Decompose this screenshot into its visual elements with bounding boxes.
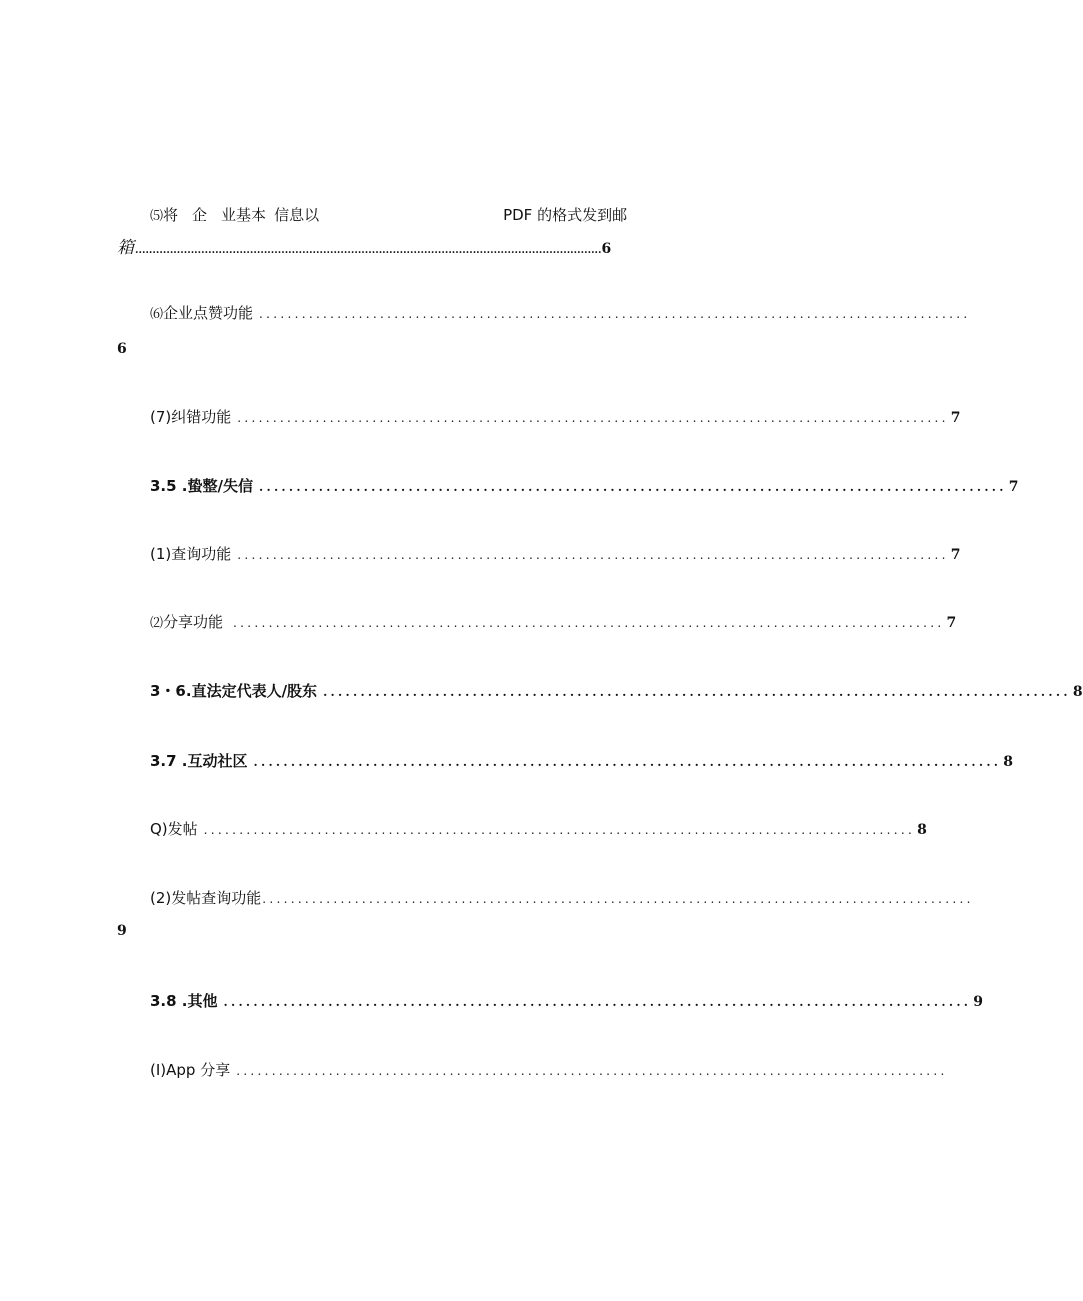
toc-leader-dots: ....................................................................................................: [233, 616, 945, 630]
toc-entry-number: ⑸: [150, 209, 164, 224]
toc-page-number: 7: [1008, 479, 1019, 495]
toc-entry-label: 3.5 .蛰整/失信: [150, 477, 253, 495]
toc-leader-dots: ....................................................................................................: [223, 995, 972, 1009]
toc-page-number: 9: [973, 994, 984, 1010]
toc-leader-dots: ....................................................................................................: [237, 548, 949, 562]
toc-entry-continuation[interactable]: [117, 233, 612, 258]
toc-leader-dots: ....................................................................................................: [323, 685, 1071, 699]
toc-entry-number: ⑹: [150, 307, 164, 322]
toc-section-entry[interactable]: [150, 475, 1019, 496]
toc-entry[interactable]: [150, 818, 927, 839]
toc-page-number: 7: [946, 615, 957, 631]
toc-entry-label: 信息以: [274, 206, 320, 224]
toc-entry-label: 3・6.直法定代表人/股东: [150, 682, 318, 700]
toc-entry-label: (2)发帖查询功能: [150, 889, 262, 907]
toc-entry[interactable]: [150, 406, 961, 427]
toc-leader-dots: ....................................................................................................: [237, 411, 949, 425]
toc-entry[interactable]: [150, 204, 660, 225]
toc-page-number: 8: [1072, 684, 1083, 700]
toc-entry[interactable]: [150, 887, 974, 908]
toc-leader-dots: ....................................................................................................: [259, 307, 971, 321]
toc-page-number: 9: [117, 923, 127, 939]
toc-leader-dots: ....................................................................................................: [262, 892, 974, 906]
toc-entry-label: (I)App 分享: [150, 1061, 231, 1079]
toc-entry-label: PDF 的格式发到邮: [503, 206, 628, 224]
toc-entry-label: (1)查询功能: [150, 545, 232, 563]
toc-leader-dots: ....................................................................................................: [258, 480, 1007, 494]
toc-leader-dots: ....................................................................................................: [203, 823, 916, 837]
toc-entry[interactable]: [150, 611, 957, 632]
toc-leader-dots: ....................................................................................................: [253, 755, 1002, 769]
toc-entry-label: 3.7 .互动社区: [150, 752, 248, 770]
toc-entry-label: 将: [163, 206, 179, 224]
toc-entry[interactable]: [150, 302, 971, 323]
toc-section-entry[interactable]: [150, 750, 1014, 771]
toc-entry[interactable]: [150, 543, 961, 564]
toc-page-number: 6: [601, 241, 612, 257]
toc-entry-label: 箱: [117, 238, 134, 258]
toc-section-entry[interactable]: [150, 680, 1083, 701]
toc-entry-label: 分享功能: [163, 613, 224, 631]
toc-entry-label: Q)发帖: [150, 820, 198, 838]
toc-entry[interactable]: [150, 1059, 948, 1080]
toc-entry-label: 企: [192, 206, 208, 224]
toc-page-number: 6: [117, 341, 127, 357]
toc-page-number: 8: [1003, 754, 1014, 770]
toc-section-entry[interactable]: [150, 990, 984, 1011]
toc-page-number: 8: [917, 822, 927, 838]
toc-entry-label: (7)纠错功能: [150, 408, 232, 426]
toc-entry-number: ⑵: [150, 616, 164, 631]
toc-entry-label: 企业点赞功能: [163, 304, 254, 322]
toc-entry-label: 业基本: [221, 206, 267, 224]
toc-leader-dots: ......................................................................................................................................: [135, 245, 602, 256]
toc-page-number: 7: [950, 547, 961, 563]
toc-page-number: 7: [950, 410, 961, 426]
toc-leader-dots: ....................................................................................................: [236, 1064, 948, 1078]
toc-entry-label: 3.8 .其他: [150, 992, 218, 1010]
